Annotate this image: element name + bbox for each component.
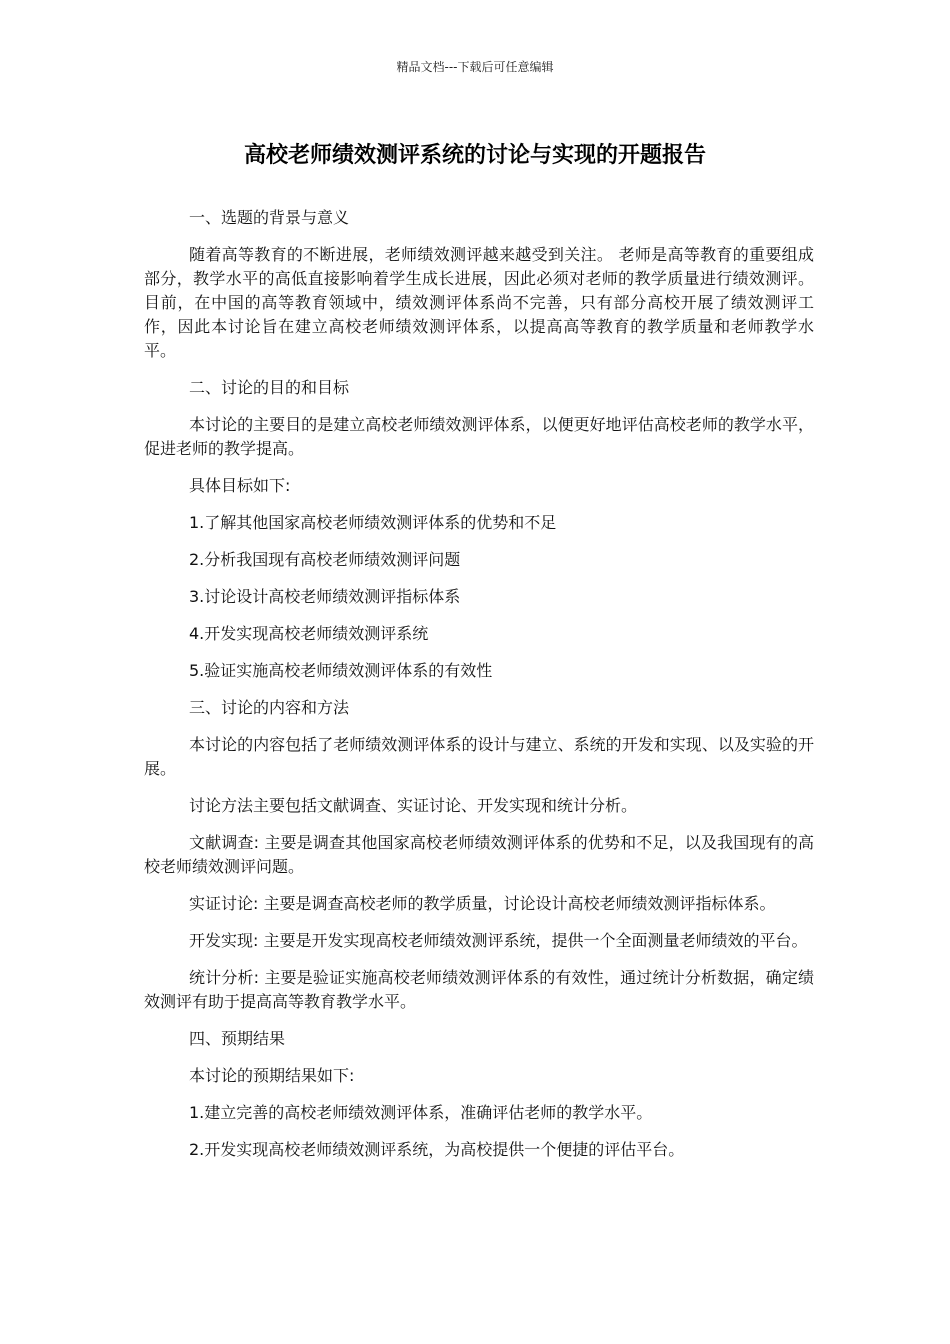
paragraph-literature: 文献调查: 主要是调查其他国家高校老师绩效测评体系的优势和不足，以及我国现有的高校老师绩效测评问题。: [144, 833, 814, 876]
list-item-result-2: 2.开发实现高校老师绩效测评系统，为高校提供一个便捷的评估平台。: [189, 1140, 685, 1159]
paragraph-statistics: 统计分析: 主要是验证实施高校老师绩效测评体系的有效性，通过统计分析数据，确定绩效测评有助于提高高等教育教学水平。: [144, 968, 814, 1011]
list-item-goal-1: 1.了解其他国家高校老师绩效测评体系的优势和不足: [189, 513, 557, 532]
list-item-goal-4: 4.开发实现高校老师绩效测评系统: [189, 624, 429, 643]
page-header: 精品文档---下载后可任意编辑: [396, 60, 554, 74]
paragraph-purpose: 本讨论的主要目的是建立高校老师绩效测评体系，以便更好地评估高校老师的教学水平，促进老师的教学提高。: [144, 415, 814, 458]
list-item-goal-2: 2.分析我国现有高校老师绩效测评问题: [189, 550, 461, 569]
paragraph-background: 随着高等教育的不断进展，老师绩效测评越来越受到关注。 老师是高等教育的重要组成部分，教学水平的高低直接影响着学生成长进展，因此必须对老师的教学质量进行绩效测评。 目前，在中国的高等教育领域中，绩效测评体系尚不完善，只有部分高校开展了绩效测评工作，因此本讨论旨在建立高校老师绩效测评体系，以提高高等教育的教学质量和老师教学水平。: [144, 245, 814, 360]
section-heading-methods: 三、讨论的内容和方法: [189, 698, 350, 717]
paragraph-development: 开发实现: 主要是开发实现高校老师绩效测评系统，提供一个全面测量老师绩效的平台。: [189, 931, 808, 950]
paragraph-empirical: 实证讨论: 主要是调查高校老师的教学质量，讨论设计高校老师绩效测评指标体系。: [189, 894, 776, 913]
paragraph-content: 本讨论的内容包括了老师绩效测评体系的设计与建立、系统的开发和实现、以及实验的开展。: [144, 735, 814, 778]
list-item-goal-3: 3.讨论设计高校老师绩效测评指标体系: [189, 587, 461, 606]
list-item-goal-5: 5.验证实施高校老师绩效测评体系的有效性: [189, 661, 493, 680]
section-heading-background: 一、选题的背景与意义: [189, 208, 350, 227]
paragraph-methods: 讨论方法主要包括文献调查、实证讨论、开发实现和统计分析。: [189, 796, 638, 815]
list-item-result-1: 1.建立完善的高校老师绩效测评体系，准确评估老师的教学水平。: [189, 1103, 653, 1122]
paragraph-results-intro: 本讨论的预期结果如下:: [189, 1066, 355, 1085]
document-body: [144, 206, 814, 1175]
section-heading-results: 四、预期结果: [189, 1029, 286, 1048]
document-title: 高校老师绩效测评系统的讨论与实现的开题报告: [243, 143, 706, 168]
section-heading-goals: 二、讨论的目的和目标: [189, 378, 350, 397]
paragraph-goals-intro: 具体目标如下:: [189, 476, 291, 495]
